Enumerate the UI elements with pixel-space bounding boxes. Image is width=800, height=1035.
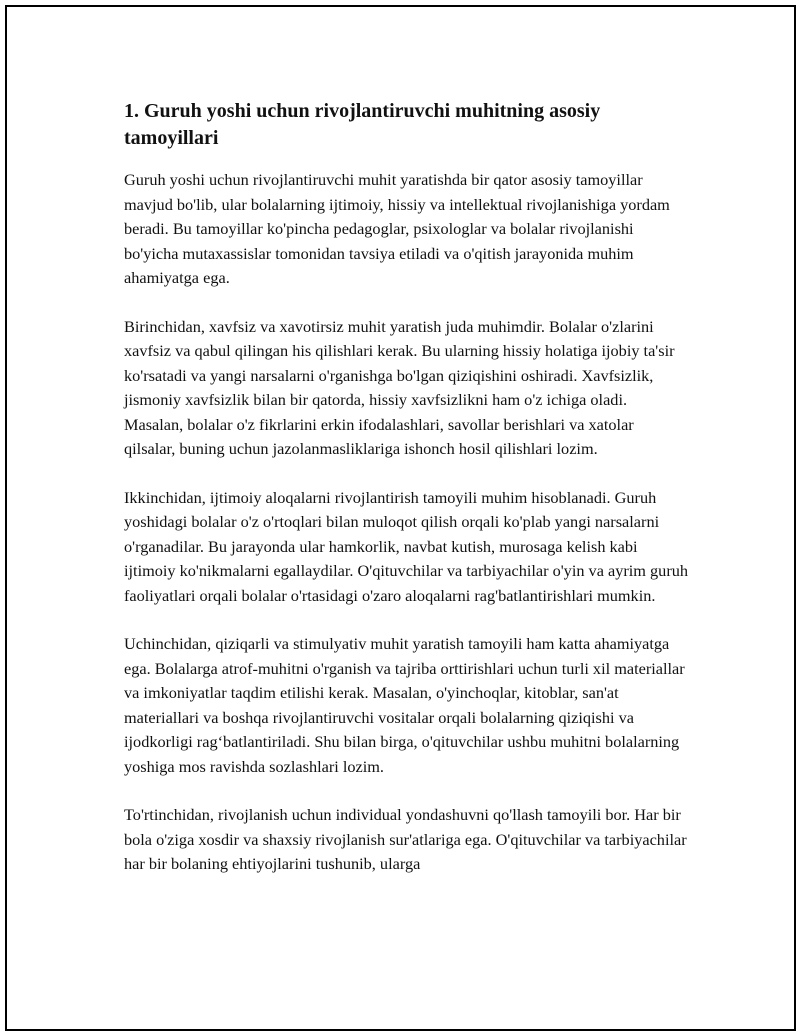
- paragraph-intro: Guruh yoshi uchun rivojlantiruvchi muhit yaratishda bir qator asosiy tamoyillar mavjud bo'lib, ular bolalarning ijtimoiy, hissiy va intellektual rivojlanishiga yordam beradi. Bu tamoyillar ko'pincha pedagoglar, psixologlar va bolalar rivojlanishi bo'yicha mutaxassislar tomonidan tavsiya etiladi va o'qitish jarayonida muhim ahamiyatga ega.: [124, 170, 670, 287]
- section-heading: 1. Guruh yoshi uchun rivojlantiruvchi muhitning asosiy tamoyillari: [124, 100, 601, 149]
- paragraph-second-principle: Ikkinchidan, ijtimoiy aloqalarni rivojlantirish tamoyili muhim hisoblanadi. Guruh yoshidagi bolalar o'z o'rtoqlari bilan muloqot qilish orqali ko'plab yangi narsalarni o'rganadilar. Bu jarayonda ular hamkorlik, navbat kutish, murosaga kelish kabi ijtimoiy ko'nikmalarni egallaydilar. O'qituvchilar va tarbiyachilar o'yin va ayrim guruh faoliyatlari orqali bolalar o'rtasidagi o'zaro aloqalarni rag'batlantirishlari mumkin.: [124, 487, 689, 605]
- paragraph-first-principle: Birinchidan, xavfsiz va xavotirsiz muhit yaratish juda muhimdir. Bolalar o'zlarini xavfsiz va qabul qilingan his qilishlari kerak. Bu ularning hissiy holatiga ijobiy ta'sir ko'rsatadi va yangi narsalarni o'rganishga bo'lgan qiziqishini oshiradi. Xavfsizlik, jismoniy xavfsizlik bilan bir qatorda, hissiy xavfsizlikni ham o'z ichiga oladi. Masalan, bolalar o'z fikrlarini erkin ifodalashlari, savollar berishlari va xatolar qilsalar, buning uchun jazolanmasliklariga ishonch hosil qilishlari lozim.: [124, 316, 675, 458]
- document-page: [5, 5, 796, 1031]
- paragraph-third-principle: Uchinchidan, qiziqarli va stimulyativ muhit yaratish tamoyili ham katta ahamiyatga ega. Bolalarga atrof-muhitni o'rganish va tajriba orttirishlari uchun turli xil materiallar va imkoniyatlar taqdim etilishi kerak. Masalan, o'yinchoqlar, kitoblar, san'at materiallari va boshqa rivojlantiruvchi vositalar orqali bolalarning qiziqishi va ijodkorligi rag‘batlantiriladi. Shu bilan birga, o'qituvchilar ushbu muhitni bolalarning yoshiga mos ravishda sozlashlari lozim.: [124, 634, 685, 776]
- paragraph-fourth-principle: To'rtinchidan, rivojlanish uchun individual yondashuvni qo'llash tamoyili bor. Har bir bola o'ziga xosdir va shaxsiy rivojlanish sur'atlariga ega. O'qituvchilar va tarbiyachilar har bir bolaning ehtiyojlarini tushunib, ularga: [124, 805, 687, 873]
- document-content: [119, 98, 689, 901]
